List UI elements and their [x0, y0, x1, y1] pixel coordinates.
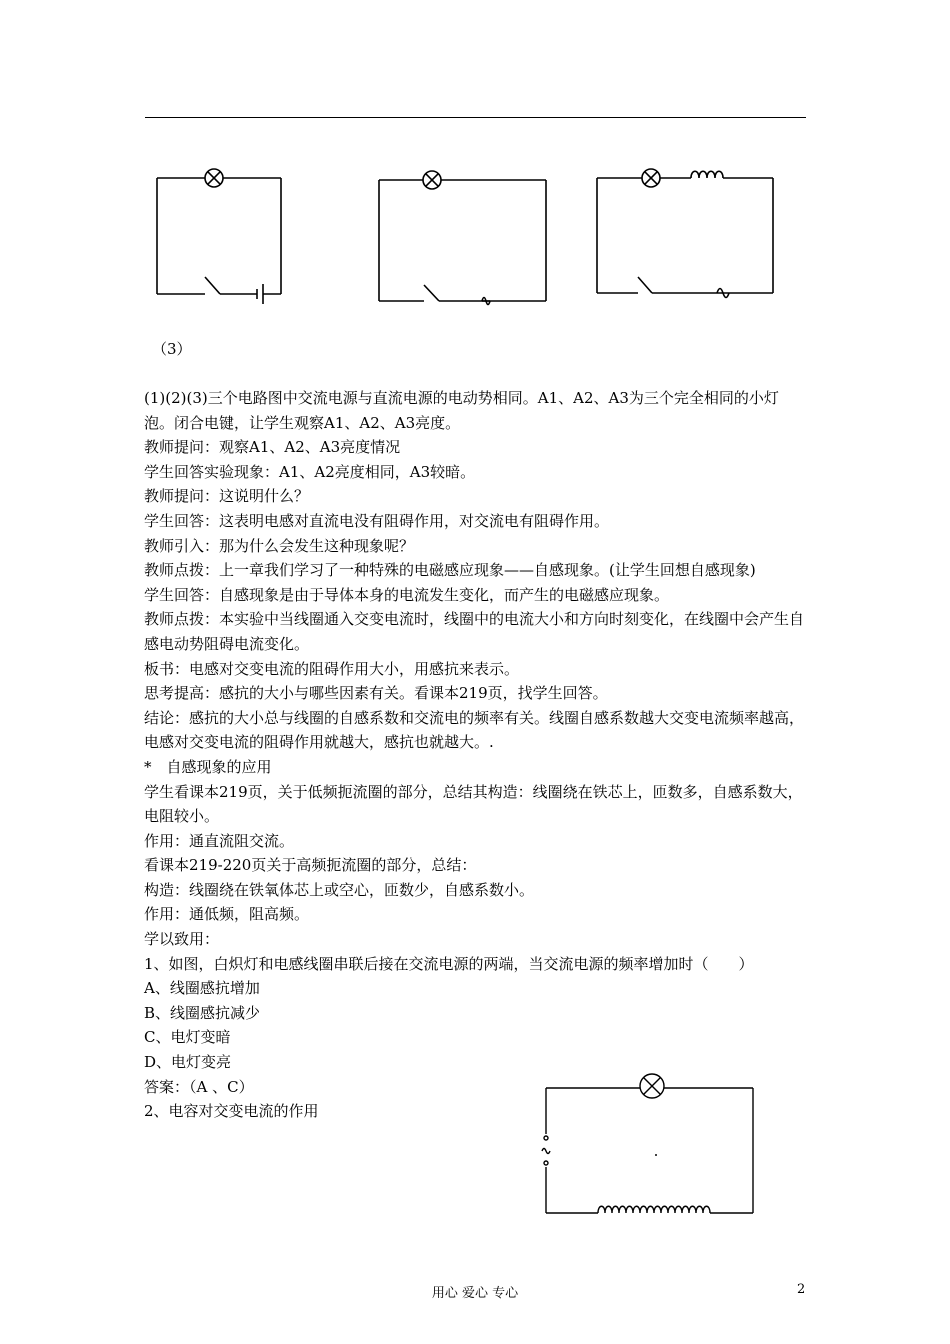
circuit-diagram-2 [374, 160, 554, 310]
paragraph: 作用：通低频，阻高频。 [144, 905, 310, 924]
paragraph: 学生回答实验现象：A1、A2亮度相同，A3较暗。 [144, 462, 476, 481]
paragraph: C、电灯变暗 [144, 1028, 231, 1047]
paragraph: 思考提高：感抗的大小与哪些因素有关。看课本219页，找学生回答。 [144, 684, 608, 703]
paragraph: 构造：线圈绕在铁氧体芯上或空心，匝数少，自感系数小。 [144, 880, 535, 899]
paragraph: A、线圈感抗增加 [144, 979, 260, 998]
paragraph: 板书：电感对交变电流的阻碍作用大小，用感抗来表示。 [144, 659, 520, 678]
paragraph: 教师提问：观察A1、A2、A3亮度情况 [144, 438, 401, 457]
paragraph: 教师引入：那为什么会发生这种现象呢？ [144, 536, 415, 555]
paragraph: 学生看课本219页，关于低频扼流圈的部分，总结其构造：线圈绕在铁芯上，匝数多，自感系数大，电阻较小。 [144, 782, 803, 826]
paragraph: D、电灯变亮 [144, 1053, 232, 1072]
header-rule [145, 117, 806, 118]
paragraph: 学以致用： [144, 930, 220, 949]
page-number: 2 [797, 1282, 806, 1297]
figure-label: （3） [152, 340, 192, 358]
paragraph: 教师点拨：本实验中当线圈通入交变电流时，线圈中的电流大小和方向时刻变化，在线圈中会产生自感电动势阻碍电流变化。 [144, 610, 805, 653]
paragraph: 答案：（A 、C） [144, 1077, 254, 1096]
question-circuit-diagram [540, 1064, 770, 1224]
stray-dot [655, 1154, 657, 1156]
paragraph: 看课本219-220页关于高频扼流圈的部分，总结： [144, 856, 477, 875]
paragraph: 教师点拨：上一章我们学习了一种特殊的电磁感应现象——自感现象。(让学生回想自感现象) [144, 561, 756, 580]
paragraph: 学生回答：这表明电感对直流电没有阻碍作用，对交流电有阻碍作用。 [144, 511, 610, 530]
paragraph: 1、如图，白炽灯和电感线圈串联后接在交流电源的两端，当交流电源的频率增加时（ ） [144, 954, 754, 973]
paragraph: 2、电容对交变电流的作用 [144, 1102, 319, 1121]
circuit-diagram-3 [592, 160, 782, 310]
body-text [144, 386, 808, 1124]
paragraph: B、线圈感抗减少 [144, 1003, 261, 1022]
circuit-diagram-1 [150, 160, 290, 310]
page-footer: 用心 爱心 专心 [431, 1286, 519, 1301]
paragraph: 结论：感抗的大小总与线圈的自感系数和交流电的频率有关。线圈自感系数越大交变电流频率越高，电感对交变电流的阻碍作用就越大，感抗也就越大。. [144, 708, 805, 752]
paragraph: 教师提问：这说明什么？ [144, 487, 310, 506]
paragraph: * 自感现象的应用 [144, 757, 272, 776]
paragraph: 作用：通直流阻交流。 [144, 831, 295, 850]
paragraph: 学生回答：自感现象是由于导体本身的电流发生变化，而产生的电磁感应现象。 [144, 585, 670, 604]
paragraph: (1)(2)(3)三个电路图中交流电源与直流电源的电动势相同。A1、A2、A3为三个完全相同的小灯泡。闭合电键，让学生观察A1、A2、A3亮度。 [144, 389, 779, 432]
